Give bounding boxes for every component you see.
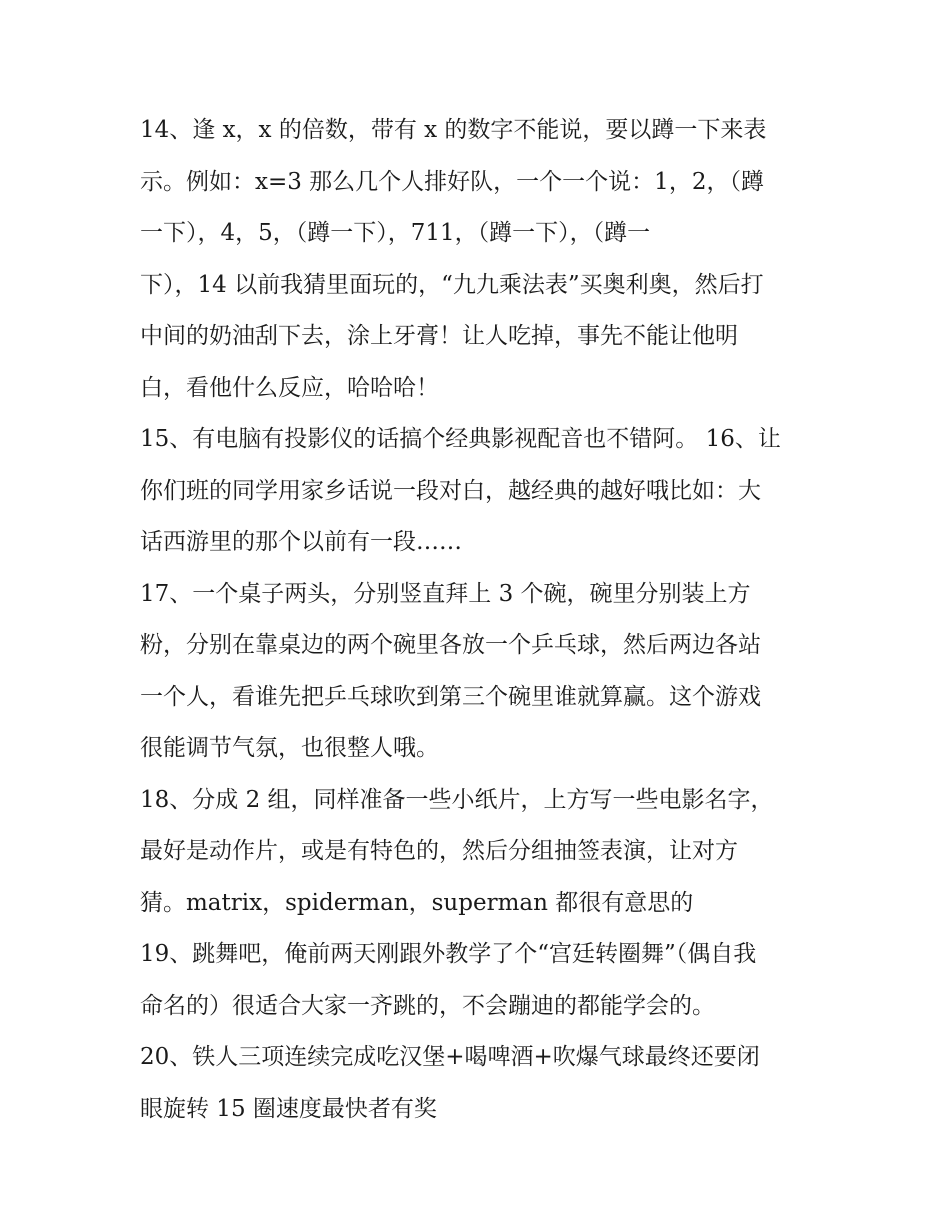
text-line: 猜。matrix，spiderman，superman 都很有意思的 xyxy=(140,889,694,916)
text-line: 20、铁人三项连续完成吃汉堡+喝啤酒+吹爆气球最终还要闭 xyxy=(140,1044,760,1070)
document-body xyxy=(140,105,820,1135)
text-line: 白，看他什么反应，哈哈哈！ xyxy=(140,374,439,401)
text-line: 眼旋转 15 圈速度最快者有奖 xyxy=(140,1095,437,1122)
text-line: 一下），4，5，（蹲一下），711，（蹲一下），（蹲一 xyxy=(140,220,651,246)
text-line: 话西游里的那个以前有一段…… xyxy=(140,529,462,555)
text-line: 粉，分别在靠桌边的两个碗里各放一个乒乓球，然后两边各站 xyxy=(140,632,761,658)
text-line: 中间的奶油刮下去，涂上牙膏！让人吃掉，事先不能让他明 xyxy=(140,323,738,349)
text-line: 示。例如：x=3 那么几个人排好队，一个一个说：1，2，（蹲 xyxy=(140,168,764,195)
text-line: 你们班的同学用家乡话说一段对白，越经典的越好哦比如：大 xyxy=(140,477,761,504)
text-line: 很能调节气氛，也很整人哦。 xyxy=(140,735,439,761)
text-line: 一个人，看谁先把乒乓球吹到第三个碗里谁就算赢。这个游戏 xyxy=(140,683,761,710)
text-line: 14、逢 x，x 的倍数，带有 x 的数字不能说，要以蹲一下来表 xyxy=(140,117,767,143)
text-line: 18、分成 2 组，同样准备一些小纸片，上方写一些电影名字， xyxy=(140,786,774,813)
text-line: 命名的）很适合大家一齐跳的，不会蹦迪的都能学会的。 xyxy=(140,992,715,1019)
text-line: 最好是动作片，或是有特色的，然后分组抽签表演，让对方 xyxy=(140,838,738,864)
text-line: 17、一个桌子两头，分别竖直拜上 3 个碗，碗里分别装上方 xyxy=(140,580,751,607)
text-line: 15、有电脑有投影仪的话搞个经典影视配音也不错阿。 16、让 xyxy=(140,426,781,452)
text-line: 下），14 以前我猜里面玩的，“九九乘法表”买奥利奥，然后打 xyxy=(140,271,764,298)
text-line: 19、跳舞吧，俺前两天刚跟外教学了个“宫廷转圈舞”（偶自我 xyxy=(140,941,757,967)
